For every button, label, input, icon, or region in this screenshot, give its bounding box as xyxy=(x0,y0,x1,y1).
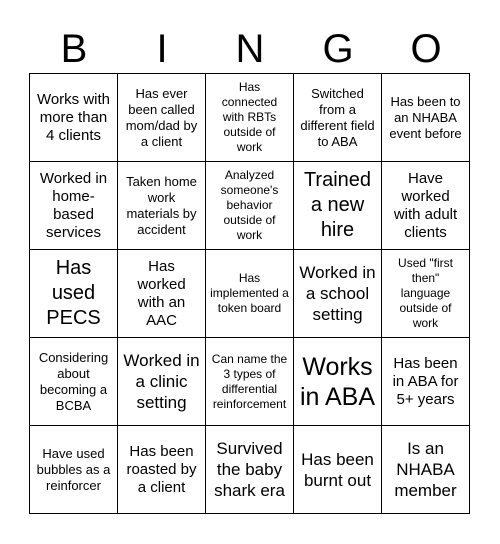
bingo-cell-r5c4[interactable] xyxy=(294,426,382,514)
bingo-cell-r1c4[interactable] xyxy=(294,74,382,162)
cell-text: Has connected with RBTs outside of work xyxy=(221,80,278,154)
bingo-cell-r3c5[interactable] xyxy=(382,250,470,338)
cell-text: Can name the 3 types of differential reinforcement xyxy=(211,351,288,411)
bingo-cell-r3c4[interactable] xyxy=(294,250,382,338)
bingo-cell-r3c2[interactable] xyxy=(118,250,206,338)
cell-text: Works with more than 4 clients xyxy=(36,90,111,144)
cell-text: Has been in ABA for 5+ years xyxy=(392,354,459,408)
bingo-cell-r1c3[interactable] xyxy=(206,74,294,162)
header-letter-o: O xyxy=(410,27,442,71)
bingo-cell-r5c1[interactable] xyxy=(30,426,118,514)
cell-text: Have worked with adult clients xyxy=(393,169,458,241)
bingo-header xyxy=(30,24,470,74)
cell-text: Survived the baby shark era xyxy=(214,439,285,500)
bingo-cell-r1c5[interactable] xyxy=(382,74,470,162)
cell-text: Worked in a clinic setting xyxy=(123,351,200,412)
cell-text: Considering about becoming a BCBA xyxy=(38,349,109,413)
bingo-cell-r4c5[interactable] xyxy=(382,338,470,426)
bingo-cell-r3c3[interactable] xyxy=(206,250,294,338)
bingo-cell-r2c1[interactable] xyxy=(30,162,118,250)
bingo-cell-r5c2[interactable] xyxy=(118,426,206,514)
bingo-cell-r2c3[interactable] xyxy=(206,162,294,250)
header-letter-g: G xyxy=(322,27,354,71)
bingo-cell-r4c2[interactable] xyxy=(118,338,206,426)
cell-text: Has worked with an AAC xyxy=(137,257,186,329)
cell-text: Worked in home-based services xyxy=(39,169,108,241)
cell-text: Is an NHABA member xyxy=(394,439,457,500)
bingo-cell-r2c2[interactable] xyxy=(118,162,206,250)
bingo-cell-r4c1[interactable] xyxy=(30,338,118,426)
cell-text: Has ever been called mom/dad by a client xyxy=(125,85,198,149)
header-letter-i: I xyxy=(156,27,168,71)
header-letter-n: N xyxy=(235,27,265,71)
bingo-cell-r3c1[interactable] xyxy=(30,250,118,338)
cell-text: Taken home work materials by accident xyxy=(126,173,197,237)
bingo-board xyxy=(29,73,470,514)
cell-text: Have used bubbles as a reinforcer xyxy=(36,445,111,493)
cell-text: Has been burnt out xyxy=(301,449,374,490)
bingo-cell-r2c4[interactable] xyxy=(294,162,382,250)
cell-text: Trained a new hire xyxy=(303,169,372,241)
cell-text: Switched from a different field to ABA xyxy=(300,85,375,149)
bingo-cell-r5c5[interactable] xyxy=(382,426,470,514)
cell-text: Used "first then" language outside of work xyxy=(398,256,453,330)
bingo-cell-r4c3[interactable] xyxy=(206,338,294,426)
cell-text: Analyzed someone's behavior outside of work xyxy=(220,168,279,242)
cell-text: Worked in a school setting xyxy=(299,263,376,324)
header-letter-b: B xyxy=(60,27,88,71)
cell-text: Works in ABA xyxy=(299,352,376,411)
cell-text: Has used PECS xyxy=(46,257,101,329)
cell-text: Has implemented a token board xyxy=(210,271,289,315)
cell-text: Has been to an NHABA event before xyxy=(389,93,462,141)
bingo-cell-r5c3[interactable] xyxy=(206,426,294,514)
cell-text: Has been roasted by a client xyxy=(126,442,197,496)
bingo-cell-r2c5[interactable] xyxy=(382,162,470,250)
bingo-cell-r1c1[interactable] xyxy=(30,74,118,162)
bingo-cell-r4c4[interactable] xyxy=(294,338,382,426)
bingo-cell-r1c2[interactable] xyxy=(118,74,206,162)
